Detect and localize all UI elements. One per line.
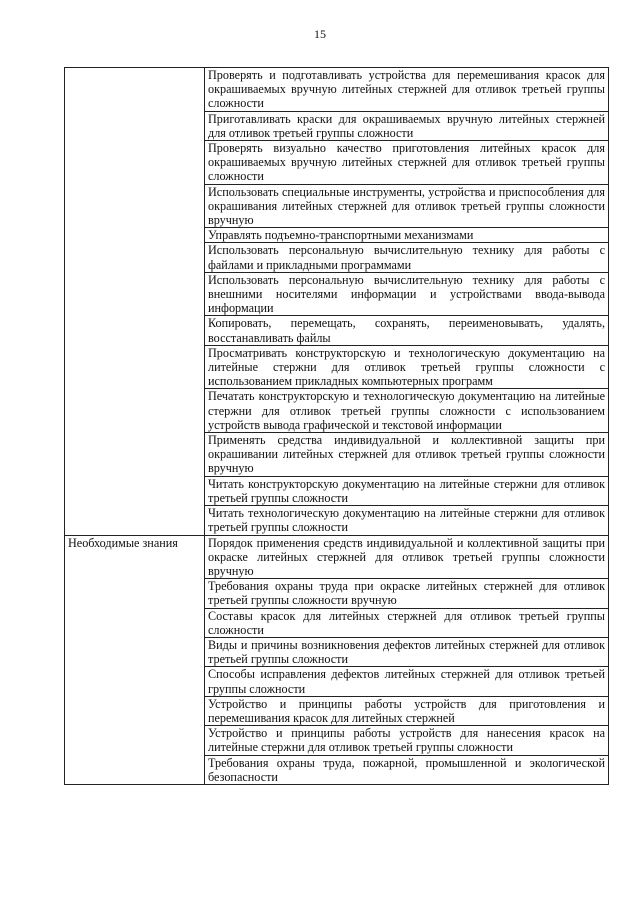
table-row	[65, 68, 609, 112]
knowledge-item: Требования охраны труда при окраске литейных стержней для отливок третьей группы сложности вручную	[205, 579, 609, 608]
skill-item: Читать конструкторскую документацию на литейные стержни для отливок третьей группы сложности	[205, 476, 609, 505]
skills-section-label	[65, 68, 205, 536]
knowledge-item: Способы исправления дефектов литейных стержней для отливок третьей группы сложности	[205, 667, 609, 696]
skill-item: Использовать персональную вычислительную технику для работы с файлами и прикладными программами	[205, 243, 609, 272]
knowledge-item: Составы красок для литейных стержней для отливок третьей группы сложности	[205, 608, 609, 637]
skill-item: Копировать, перемещать, сохранять, переименовывать, удалять, восстанавливать файлы	[205, 316, 609, 345]
skill-item: Управлять подъемно-транспортными механизмами	[205, 228, 609, 243]
skill-item: Проверять и подготавливать устройства для перемешивания красок для окрашиваемых вручную литейных стержней для отливок третьей группы сложности	[205, 68, 609, 112]
skill-item: Читать технологическую документацию на литейные стержни для отливок третьей группы сложности	[205, 506, 609, 535]
knowledge-section-label: Необходимые знания	[65, 535, 205, 784]
skill-item: Просматривать конструкторскую и технологическую документацию на литейные стержни для отливок третьей группы сложности с использованием прикладных компьютерных программ	[205, 345, 609, 389]
knowledge-item: Виды и причины возникновения дефектов литейных стержней для отливок третьей группы сложности	[205, 637, 609, 666]
competency-table	[64, 67, 609, 785]
skill-item: Проверять визуально качество приготовления литейных красок для окрашиваемых вручную литейных стержней для отливок третьей группы сложности	[205, 141, 609, 185]
skill-item: Применять средства индивидуальной и коллективной защиты при окрашивании литейных стержней для отливок третьей группы сложности вручную	[205, 433, 609, 477]
skill-item: Печатать конструкторскую и технологическую документацию на литейные стержни для отливок третьей группы сложности с использованием устройств вывода графической и текстовой информации	[205, 389, 609, 433]
skill-item: Использовать специальные инструменты, устройства и приспособления для окрашивания литейных стержней для отливок третьей группы сложности вручную	[205, 184, 609, 228]
skill-item: Использовать персональную вычислительную технику для работы с внешними носителями информации и устройствами ввода-вывода информации	[205, 272, 609, 316]
table-row	[65, 535, 609, 579]
knowledge-item: Устройство и принципы работы устройств для приготовления и перемешивания красок для литейных стержней	[205, 696, 609, 725]
page-number: 15	[314, 27, 326, 41]
knowledge-item: Порядок применения средств индивидуальной и коллективной защиты при окраске литейных стержней для отливок третьей группы сложности вручную	[205, 535, 609, 579]
knowledge-item: Требования охраны труда, пожарной, промышленной и экологической безопасности	[205, 755, 609, 784]
skill-item: Приготавливать краски для окрашиваемых вручную литейных стержней для отливок третьей группы сложности	[205, 111, 609, 140]
knowledge-item: Устройство и принципы работы устройств для нанесения красок на литейные стержни для отливок третьей группы сложности	[205, 726, 609, 755]
